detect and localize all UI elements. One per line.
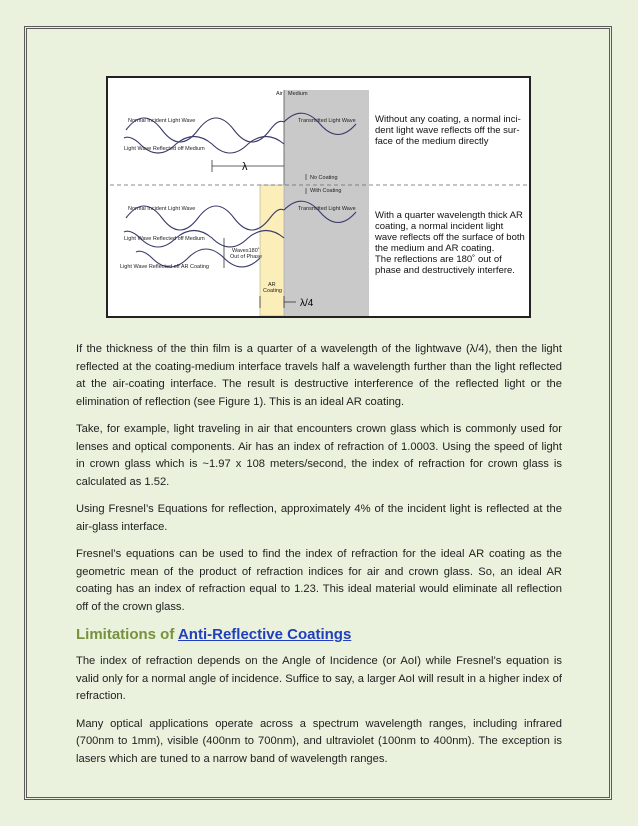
section-heading [76,626,562,643]
label-reflected-medium-1: Light Wave Reflected off Medium [124,146,205,152]
label-reflected-medium-2: Light Wave Reflected off Medium [124,236,205,242]
label-with-coating: With Coating [310,188,342,194]
ar-coating-strip [260,185,284,316]
label-transmitted-2: Transmitted Light Wave [298,206,356,212]
body-text [76,341,562,778]
label-waves-180-a: Waves180˚ [232,248,260,254]
label-lambda-quarter: λ/4 [300,298,314,309]
paragraph-1: If the thickness of the thin film is a quarter of a wavelength of the lightwave (λ/4), then the light reflected at the coating-medium interface travels half a wavelength further than the light reflected at the air-coating interface. The result is destructive interference of the reflected light or the elimination of reflection (see Figure 1). This is an ideal AR coating. [76,343,562,408]
label-transmitted-1: Transmitted Light Wave [298,118,356,124]
heading-prefix: Limitations of [76,626,178,643]
paragraph-2: Take, for example, light traveling in air that encounters crown glass which is commonly used for lenses and optical components. Air has an index of refraction of 1.0003. Using the speed of light in crown glass which is ~1.97 x 108 meters/second, the index of refraction for crown glass is calculated as 1.52. [76,423,562,488]
caption-mid: With a quarter wavelength thick AR coating, a normal incident light wave reflects off the surface of both the medium and AR coating. [375,210,525,254]
paragraph-6: Many optical applications operate across a spectrum wavelength ranges, including infrared (700nm to 1mm), visible (400nm to 700nm), and ultraviolet (100nm to 400nm). The exception is lasers which are tuned to a narrow band of wavelength ranges. [76,717,562,765]
label-ar-2: Coating [263,288,282,294]
label-reflected-coating: Light Wave Reflected off AR Coating [120,264,209,270]
caption-bottom: The reflections are 180˚ out of phase and destructively interfere. [375,254,515,276]
heading-link[interactable]: Anti-Reflective Coatings [177,626,352,643]
figure-ar-coating-diagram [106,76,531,318]
label-ar-1: AR [268,282,276,288]
label-normal-incident-1: Normal Incident Light Wave [128,118,196,124]
label-no-coating: No Coating [310,175,338,181]
paragraph-5: The index of refraction depends on the Angle of Incidence (or AoI) while Fresnel’s equation is valid only for a normal angle of incidence. Suffice to say, a larger AoI will result in a higher index of refraction. [76,655,562,702]
paragraph-4: Fresnel’s equations can be used to find the index of refraction for the ideal AR coating as the geometric mean of the product of refraction indices for air and crown glass. So, an ideal AR coating has an index of refraction equal to 1.23. This ideal material would eliminate all reflection off of the crown glass. [76,548,562,613]
label-medium: Medium [288,91,308,97]
label-waves-180-b: Out of Phase [230,254,263,260]
label-air: Air [276,91,283,97]
paragraph-3: Using Fresnel’s Equations for reflection, approximately 4% of the incident light is reflected at the air-glass interface. [76,503,562,533]
label-normal-incident-2: Normal Incident Light Wave [128,206,196,212]
label-lambda: λ [242,161,248,173]
caption-top: Without any coating, a normal inci-dent light wave reflects off the sur-face of the medium directly [375,114,521,147]
